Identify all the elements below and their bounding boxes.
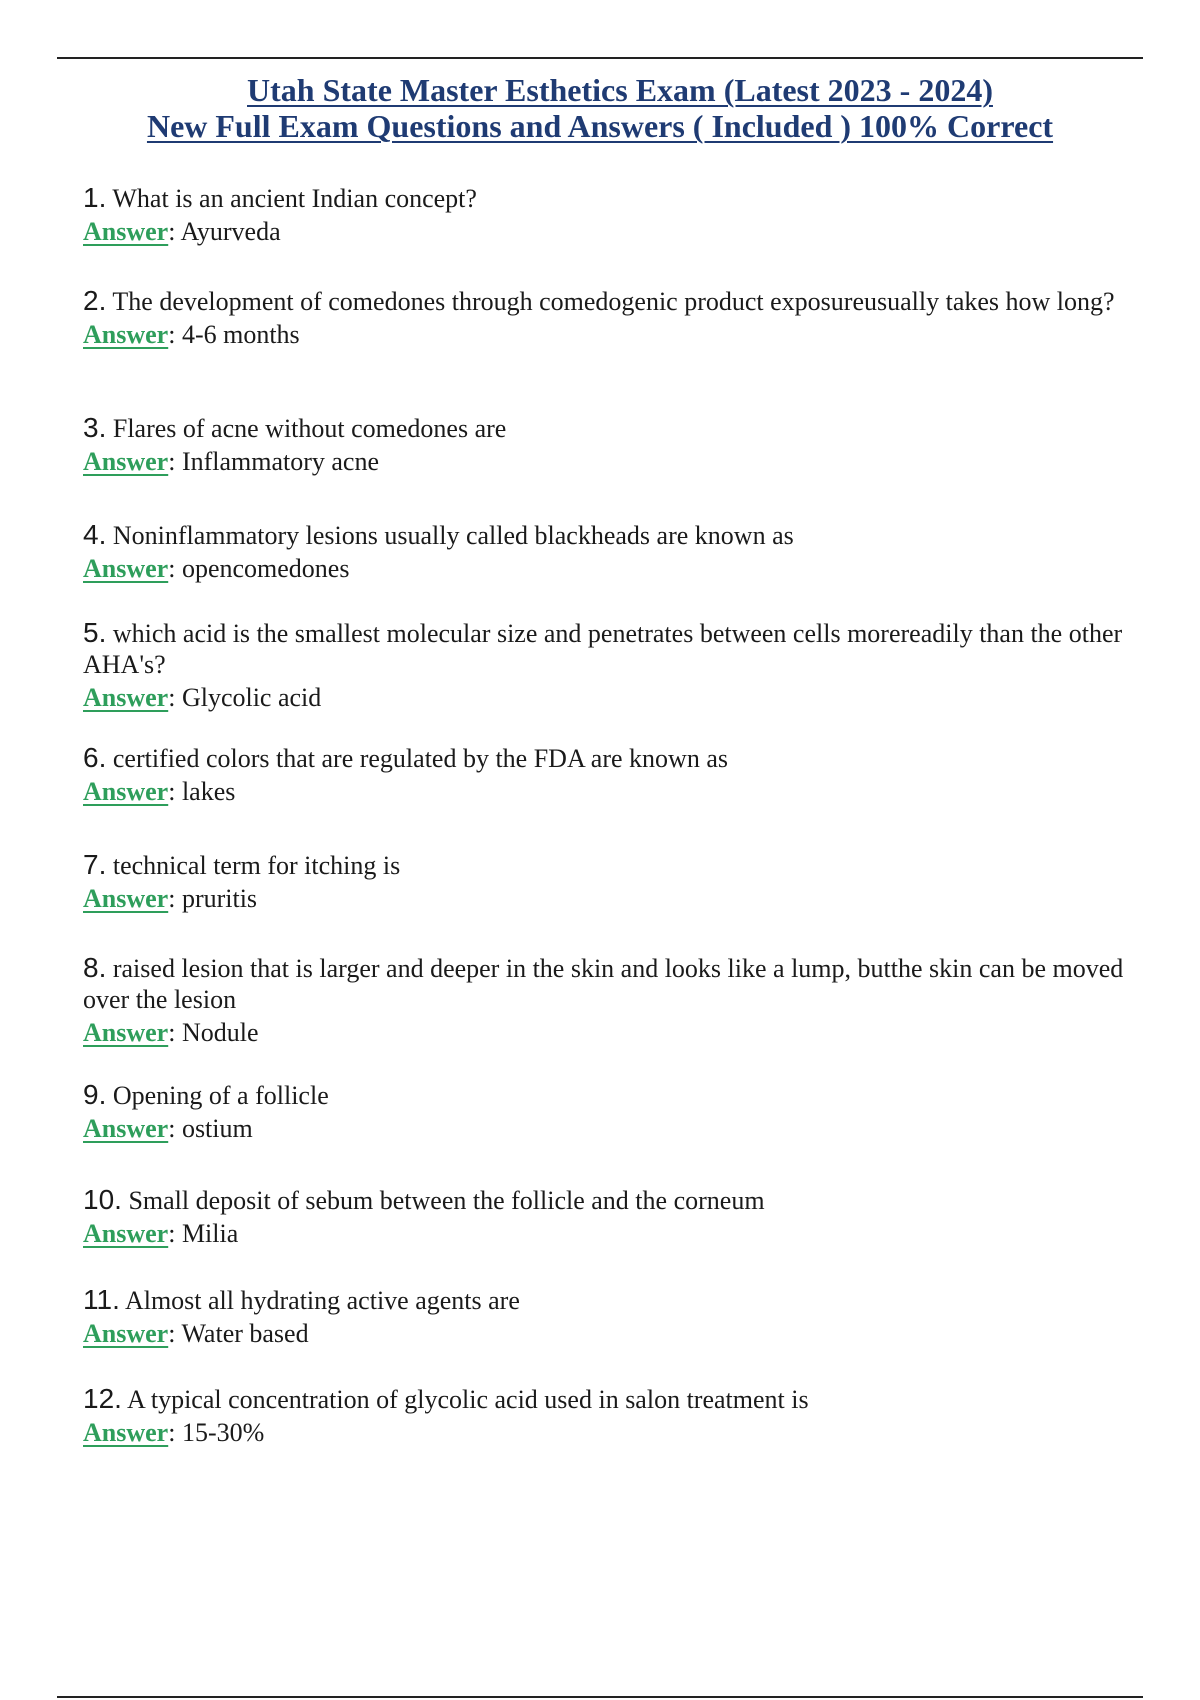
qa-item-5 (83, 617, 1133, 713)
answer (83, 682, 1133, 713)
qa-item-9 (83, 1079, 1133, 1144)
answer-label: Answer (83, 683, 169, 712)
question-text: Flares of acne without comedones are (112, 414, 507, 443)
answer-label: Answer (83, 447, 169, 476)
question-number: 4. (83, 519, 107, 550)
question-number: 1. (83, 182, 107, 213)
answer-text: : Glycolic acid (168, 683, 322, 712)
question (83, 519, 1133, 551)
answer-text: : Inflammatory acne (168, 447, 380, 476)
answer (83, 319, 1133, 350)
answer (83, 776, 1133, 807)
answer-label: Answer (83, 777, 169, 806)
question-number: 3. (83, 412, 107, 443)
answer-text: : Nodule (168, 1018, 259, 1047)
qa-item-7 (83, 849, 1133, 914)
question (83, 742, 1133, 774)
qa-item-11 (83, 1284, 1133, 1349)
document-title-line-1: Utah State Master Esthetics Exam (Latest 2023 - 2024) (247, 72, 993, 108)
answer-text: : Ayurveda (168, 217, 281, 246)
answer-text: : pruritis (168, 884, 258, 913)
question-text: A typical concentration of glycolic acid used in salon treatment is (127, 1385, 809, 1414)
answer (83, 1113, 1133, 1144)
question-text: technical term for itching is (112, 851, 401, 880)
answer (83, 446, 1133, 477)
answer-text: : ostium (168, 1114, 253, 1143)
answer-label: Answer (83, 554, 169, 583)
answer-text: : Water based (168, 1319, 309, 1348)
question-number: 2. (83, 285, 107, 316)
question (83, 1079, 1133, 1111)
question-number: 9. (83, 1079, 107, 1110)
answer-text: : Milia (168, 1219, 239, 1248)
question (83, 849, 1133, 881)
question-number: 12. (83, 1383, 122, 1414)
question-number: 8. (83, 952, 107, 983)
qa-item-6 (83, 742, 1133, 807)
question-text: The development of comedones through comedogenic product exposureusually takes how long? (112, 287, 1115, 316)
qa-item-10 (83, 1184, 1133, 1249)
qa-item-1 (83, 182, 1133, 247)
qa-item-3 (83, 412, 1133, 477)
question (83, 1383, 1133, 1415)
qa-item-8 (83, 952, 1133, 1048)
answer-label: Answer (83, 320, 169, 349)
answer-text: : 4-6 months (168, 320, 300, 349)
answer-label: Answer (83, 1418, 169, 1447)
document-title-line-2: New Full Exam Questions and Answers ( Included ) 100% Correct (146, 108, 1054, 144)
question (83, 1184, 1133, 1216)
answer (83, 883, 1133, 914)
question (83, 617, 1133, 680)
question (83, 182, 1133, 214)
qa-item-2 (83, 285, 1133, 350)
question-number: 6. (83, 742, 107, 773)
answer-label: Answer (83, 884, 169, 913)
answer-label: Answer (83, 1219, 169, 1248)
answer-label: Answer (83, 217, 169, 246)
question-text: certified colors that are regulated by the FDA are known as (112, 744, 728, 773)
answer-text: : opencomedones (168, 554, 350, 583)
answer (83, 553, 1133, 584)
question-number: 11. (83, 1284, 120, 1315)
answer (83, 1417, 1133, 1448)
answer (83, 216, 1133, 247)
question-text: Almost all hydrating active agents are (124, 1286, 520, 1315)
qa-item-4 (83, 519, 1133, 584)
question-text: Opening of a follicle (112, 1081, 329, 1110)
answer (83, 1017, 1133, 1048)
question-text: which acid is the smallest molecular size and penetrates between cells morereadily than the other AHA's? (83, 619, 1123, 679)
answer-label: Answer (83, 1319, 169, 1348)
question-number: 10. (83, 1184, 122, 1215)
answer-text: : lakes (168, 777, 236, 806)
question (83, 412, 1133, 444)
bottom-divider (57, 1696, 1143, 1698)
top-divider (57, 57, 1143, 59)
answer (83, 1218, 1133, 1249)
question-number: 7. (83, 849, 107, 880)
question-text: Noninflammatory lesions usually called blackheads are known as (112, 521, 794, 550)
question-text: Small deposit of sebum between the follicle and the corneum (128, 1186, 765, 1215)
answer-label: Answer (83, 1018, 169, 1047)
question (83, 1284, 1133, 1316)
answer-label: Answer (83, 1114, 169, 1143)
answer-text: : 15-30% (168, 1418, 265, 1447)
question-text: raised lesion that is larger and deeper in the skin and looks like a lump, butthe skin can be moved over the lesion (83, 954, 1124, 1014)
question-text: What is an ancient Indian concept? (112, 184, 477, 213)
question (83, 952, 1133, 1015)
qa-item-12 (83, 1383, 1133, 1448)
question-number: 5. (83, 617, 107, 648)
answer (83, 1318, 1133, 1349)
question (83, 285, 1133, 317)
